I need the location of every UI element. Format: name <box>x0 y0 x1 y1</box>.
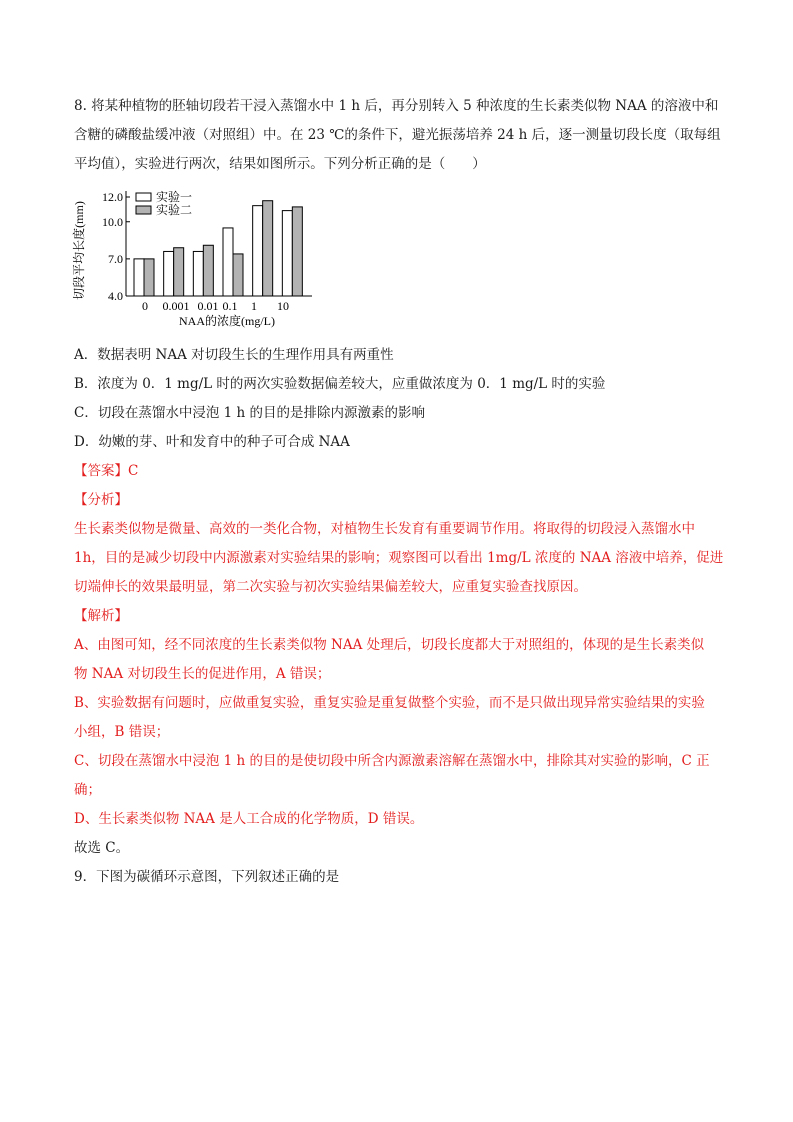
y-tick-label: 7.0 <box>108 251 123 266</box>
explain-line: D、生长素类似物 NAA 是人工合成的化学物质，D 错误。 <box>74 811 424 827</box>
chart-svg <box>68 183 328 331</box>
legend-swatch <box>136 206 151 214</box>
bar-2 <box>144 259 154 296</box>
explain-line: C、切段在蒸馏水中浸泡 1 h 的目的是使切段中所含内源激素溶解在蒸馏水中，排除其对实验的影响，C 正 <box>74 753 710 769</box>
analysis-line: 生长素类似物是微量、高效的一类化合物，对植物生长发育有重要调节作用。将取得的切段浸入蒸馏水中 <box>74 521 695 537</box>
analysis-label: 【分析】 <box>74 492 128 508</box>
bar-2 <box>203 245 213 296</box>
explain-label: 【解析】 <box>74 608 128 624</box>
x-tick-label: 1 <box>251 299 257 313</box>
x-axis-label: NAA的浓度(mg/L) <box>179 314 275 328</box>
bar-1 <box>253 206 263 296</box>
explain-line: A、由图可知，经不同浓度的生长素类似物 NAA 处理后，切段长度都大于对照组的，体现的是生长素类似 <box>74 637 705 653</box>
x-tick-label: 0.001 <box>162 299 190 313</box>
option-b[interactable]: B．浓度为 0．1 mg/L 时的两次实验数据偏差较大，应重做浓度为 0．1 mg/L 时的实验 <box>74 376 606 392</box>
analysis-text <box>74 515 724 602</box>
x-tick-label: 0 <box>142 299 148 313</box>
explain-line: B、实验数据有问题时，应做重复实验，重复实验是重复做整个实验，而不是只做出现异常实验结果的实验 <box>74 695 705 711</box>
bar-1 <box>164 251 174 296</box>
bar-2 <box>233 254 243 296</box>
bar-1 <box>282 211 292 296</box>
analysis-line: 1h，目的是减少切段中内源激素对实验结果的影响；观察图可以看出 1mg/L 浓度的 NAA 溶液中培养，促进 <box>74 550 724 566</box>
explain-line: 小组，B 错误； <box>74 724 170 740</box>
question-8-stem <box>74 92 724 179</box>
bar-1 <box>134 259 144 296</box>
answer-label: 【答案】C <box>74 463 139 479</box>
y-axis-label: 切段平均长度(mm) <box>72 201 86 300</box>
option-d[interactable]: D．幼嫩的芽、叶和发育中的种子可合成 NAA <box>74 434 350 450</box>
x-tick-label: 0.01 <box>197 299 219 313</box>
bar-1 <box>223 228 233 296</box>
bar-1 <box>193 251 203 296</box>
document-page <box>74 92 724 892</box>
x-tick-label: 0.1 <box>222 299 238 313</box>
legend-label: 实验一 <box>156 190 193 204</box>
bar-2 <box>292 207 302 296</box>
explain-line: 物 NAA 对切段生长的促进作用，A 错误； <box>74 666 331 682</box>
explain-text <box>74 631 724 834</box>
stem-line: 含糖的磷酸盐缓冲液（对照组）中。在 23 ℃的条件下，避光振荡培养 24 h 后，逐一测量切段长度（取每组 <box>74 127 721 143</box>
x-tick-label: 10 <box>277 299 289 313</box>
conclusion: 故选 C。 <box>74 840 130 856</box>
legend-swatch <box>136 193 151 201</box>
bar-2 <box>174 248 184 296</box>
legend-label: 实验二 <box>156 203 193 217</box>
option-a[interactable]: A．数据表明 NAA 对切段生长的生理作用具有两重性 <box>74 347 394 363</box>
stem-line: 平均值），实验进行两次，结果如图所示。下列分析正确的是（ ） <box>74 156 486 172</box>
naa-bar-chart <box>74 183 724 331</box>
bar-2 <box>263 201 273 296</box>
y-tick-label: 4.0 <box>108 289 123 303</box>
option-c[interactable]: C．切段在蒸馏水中浸泡 1 h 的目的是排除内源激素的影响 <box>74 405 425 421</box>
explain-line: 确； <box>74 782 101 798</box>
question-8-options <box>74 341 724 457</box>
question-9-stem: 9．下图为碳循环示意图，下列叙述正确的是 <box>74 869 340 885</box>
y-tick-label: 10.0 <box>102 214 123 229</box>
y-tick-label: 12.0 <box>102 190 123 204</box>
stem-line: 8. 将某种植物的胚轴切段若干浸入蒸馏水中 1 h 后，再分别转入 5 种浓度的生长素类似物 NAA 的溶液中和 <box>74 98 719 114</box>
analysis-line: 切端伸长的效果最明显，第二次实验与初次实验结果偏差较大，应重复实验查找原因。 <box>74 579 587 595</box>
